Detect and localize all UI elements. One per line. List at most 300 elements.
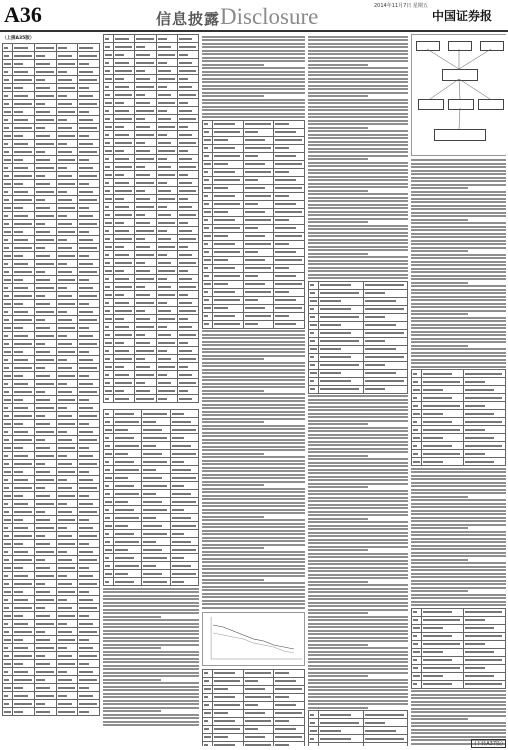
text-line <box>202 561 305 563</box>
table-cell <box>104 75 114 83</box>
text-line <box>103 717 199 719</box>
table-cell <box>104 235 114 243</box>
table-cell <box>156 283 177 291</box>
text-line <box>308 514 408 516</box>
table-row <box>3 428 100 436</box>
table-cell <box>412 370 422 378</box>
text-line <box>308 651 408 653</box>
table-cell <box>243 296 274 304</box>
text-line <box>103 661 199 663</box>
table-cell <box>135 43 156 51</box>
table-cell <box>3 292 13 300</box>
table-cell <box>243 168 274 176</box>
table-cell <box>114 99 135 107</box>
text-line <box>202 600 305 602</box>
table-cell <box>34 524 56 532</box>
table-cell <box>170 514 198 522</box>
table-cell <box>114 450 142 458</box>
table-cell <box>243 256 274 264</box>
table-row <box>3 124 100 132</box>
table-cell <box>177 347 198 355</box>
table-cell <box>243 240 274 248</box>
table-cell <box>274 232 305 240</box>
table-cell <box>243 232 274 240</box>
table-cell <box>78 412 100 420</box>
table-cell <box>114 498 142 506</box>
table-cell <box>363 345 408 353</box>
table-cell <box>34 316 56 324</box>
table-cell <box>142 490 170 498</box>
table-cell <box>114 418 142 426</box>
table-cell <box>13 404 35 412</box>
table-cell <box>135 251 156 259</box>
text-line <box>411 247 506 249</box>
text-line <box>202 568 305 570</box>
table-cell <box>34 380 56 388</box>
table-cell <box>13 660 35 668</box>
table-cell <box>177 379 198 387</box>
text-line <box>202 474 305 476</box>
table-cell <box>213 733 244 741</box>
table-cell <box>3 148 13 156</box>
table-cell <box>13 636 35 644</box>
table-cell <box>3 452 13 460</box>
table-cell <box>177 291 198 299</box>
table-cell <box>114 83 135 91</box>
table-cell <box>3 252 13 260</box>
table-cell <box>422 386 464 394</box>
table-cell <box>34 156 56 164</box>
text-line <box>202 36 305 38</box>
table-cell <box>13 620 35 628</box>
table-cell <box>34 204 56 212</box>
table-row <box>104 514 199 522</box>
text-line <box>103 647 161 649</box>
table-cell <box>56 380 78 388</box>
table-cell <box>243 184 274 192</box>
table-cell <box>34 596 56 604</box>
text-line <box>411 159 506 161</box>
text-line <box>411 527 468 529</box>
table-cell <box>203 280 213 288</box>
text-line <box>202 519 305 521</box>
table-row <box>104 243 199 251</box>
table-cell <box>56 404 78 412</box>
table-cell <box>13 148 35 156</box>
table-cell <box>319 353 364 361</box>
table-cell <box>34 644 56 652</box>
text-line <box>308 591 408 593</box>
table-cell <box>177 131 198 139</box>
table-cell <box>3 76 13 84</box>
text-line <box>202 502 305 504</box>
table-cell <box>156 67 177 75</box>
table-row <box>3 380 100 388</box>
table-row <box>104 251 199 259</box>
table-row <box>104 75 199 83</box>
text-line <box>308 158 368 160</box>
table-cell <box>104 115 114 123</box>
table-row <box>3 332 100 340</box>
table-cell <box>56 196 78 204</box>
table-cell <box>78 92 100 100</box>
table-row <box>3 604 100 612</box>
table-cell <box>104 379 114 387</box>
table-cell <box>363 743 408 747</box>
table-cell <box>135 371 156 379</box>
table-cell <box>412 426 422 434</box>
table-cell <box>177 43 198 51</box>
table-cell <box>156 91 177 99</box>
text-line <box>103 598 199 600</box>
text-line <box>202 390 264 392</box>
table-cell <box>34 612 56 620</box>
table-cell <box>309 305 319 313</box>
text-line <box>202 386 305 388</box>
text-line <box>103 609 199 611</box>
table-cell <box>3 92 13 100</box>
table-cell <box>3 564 13 572</box>
table-cell <box>203 312 213 320</box>
table-cell <box>114 363 135 371</box>
text-line <box>308 633 408 635</box>
table-cell <box>3 596 13 604</box>
text-line <box>308 612 368 614</box>
table-cell <box>34 268 56 276</box>
table-cell <box>34 564 56 572</box>
text-line <box>308 458 408 460</box>
text-line <box>411 341 506 343</box>
table-cell <box>78 468 100 476</box>
table-cell <box>78 212 100 220</box>
risk-table <box>308 710 408 746</box>
table-cell <box>34 308 56 316</box>
table-cell <box>34 476 56 484</box>
table-cell <box>104 99 114 107</box>
table-cell <box>135 123 156 131</box>
table-cell <box>34 684 56 692</box>
table-row <box>3 108 100 116</box>
table-cell <box>13 628 35 636</box>
text-line <box>411 233 506 235</box>
table-cell <box>3 404 13 412</box>
table-cell <box>13 252 35 260</box>
table-cell <box>319 297 364 305</box>
table-cell <box>170 578 198 586</box>
table-cell <box>170 562 198 570</box>
table-cell <box>114 578 142 586</box>
text-line <box>103 675 199 677</box>
table-cell <box>78 612 100 620</box>
table-row <box>104 331 199 339</box>
table-cell <box>78 516 100 524</box>
table-row <box>309 281 408 289</box>
table-cell <box>56 204 78 212</box>
table-cell <box>319 719 364 727</box>
table-cell <box>13 460 35 468</box>
table-row <box>3 340 100 348</box>
table-cell <box>135 363 156 371</box>
table-row <box>104 387 199 395</box>
text-line <box>308 598 408 600</box>
table-cell <box>213 208 244 216</box>
table-cell <box>422 394 464 402</box>
table-cell <box>135 139 156 147</box>
table-cell <box>135 235 156 243</box>
text-line <box>308 57 408 59</box>
table-cell <box>170 434 198 442</box>
text-line <box>308 500 408 502</box>
table-cell <box>243 152 274 160</box>
text-line <box>308 675 368 677</box>
text-line <box>411 362 506 364</box>
table-cell <box>104 387 114 395</box>
table-cell <box>34 108 56 116</box>
text-line <box>103 686 199 688</box>
table-cell <box>243 160 274 168</box>
table-cell <box>78 420 100 428</box>
table-cell <box>13 380 35 388</box>
table-cell <box>34 196 56 204</box>
table-cell <box>203 192 213 200</box>
text-line <box>202 551 305 553</box>
text-line <box>202 393 305 395</box>
table-cell <box>104 355 114 363</box>
table-row <box>3 196 100 204</box>
table-cell <box>274 176 305 184</box>
table-cell <box>177 339 198 347</box>
text-line <box>202 330 305 332</box>
table-cell <box>177 259 198 267</box>
text-line <box>202 348 305 350</box>
table-cell <box>104 371 114 379</box>
table-cell <box>422 458 464 466</box>
table-cell <box>135 211 156 219</box>
table-cell <box>34 244 56 252</box>
table-cell <box>3 636 13 644</box>
table-cell <box>3 340 13 348</box>
table-cell <box>78 276 100 284</box>
table-cell <box>412 672 422 680</box>
text-line <box>202 530 305 532</box>
table-cell <box>156 83 177 91</box>
text-line <box>411 310 506 312</box>
table-cell <box>142 546 170 554</box>
table-cell <box>13 92 35 100</box>
table-cell <box>104 227 114 235</box>
table-cell <box>203 240 213 248</box>
table-cell <box>13 516 35 524</box>
table-cell <box>13 668 35 676</box>
table-cell <box>13 612 35 620</box>
table-cell <box>56 492 78 500</box>
table-row <box>3 140 100 148</box>
table-cell <box>177 363 198 371</box>
table-cell <box>309 377 319 385</box>
table-cell <box>142 514 170 522</box>
table-row <box>104 442 199 450</box>
table-cell <box>3 308 13 316</box>
table-cell <box>203 168 213 176</box>
text-line <box>308 430 408 432</box>
table-cell <box>78 476 100 484</box>
text-line <box>308 172 408 174</box>
text-line <box>308 120 408 122</box>
table-cell <box>422 426 464 434</box>
table-cell <box>213 741 244 746</box>
text-line <box>103 703 199 705</box>
text-line <box>308 151 408 153</box>
column-5-table <box>411 369 506 466</box>
table-cell <box>203 256 213 264</box>
table-cell <box>412 434 422 442</box>
column-5 <box>411 34 506 746</box>
table-cell <box>104 554 114 562</box>
table-cell <box>142 418 170 426</box>
table-cell <box>78 156 100 164</box>
text-line <box>202 565 305 567</box>
text-line <box>308 200 408 202</box>
table-cell <box>3 476 13 484</box>
table-cell <box>203 184 213 192</box>
table-cell <box>13 324 35 332</box>
column-2-text <box>103 588 199 727</box>
text-line <box>202 460 305 462</box>
table-cell <box>170 466 198 474</box>
table-cell <box>170 498 198 506</box>
table-cell <box>213 256 244 264</box>
text-line <box>411 482 506 484</box>
text-line <box>308 434 408 436</box>
table-cell <box>104 107 114 115</box>
table-cell <box>156 35 177 43</box>
table-row <box>309 305 408 313</box>
table-cell <box>363 735 408 743</box>
table-cell <box>104 514 114 522</box>
table-cell <box>422 378 464 386</box>
text-line <box>308 43 408 45</box>
text-line <box>103 588 199 590</box>
text-line <box>411 208 506 210</box>
table-cell <box>13 268 35 276</box>
table-cell <box>274 733 305 741</box>
table-cell <box>3 284 13 292</box>
table-cell <box>170 546 198 554</box>
table-row <box>3 636 100 644</box>
table-cell <box>203 677 213 685</box>
table-cell <box>464 450 506 458</box>
table-cell <box>104 315 114 323</box>
table-cell <box>114 323 135 331</box>
table-cell <box>34 76 56 84</box>
text-line <box>202 425 305 427</box>
table-cell <box>363 313 408 321</box>
table-row <box>203 248 305 256</box>
table-cell <box>104 474 114 482</box>
table-cell <box>135 179 156 187</box>
table-cell <box>114 283 135 291</box>
table-cell <box>3 708 13 716</box>
table-cell <box>13 220 35 228</box>
table-cell <box>56 172 78 180</box>
table-cell <box>156 219 177 227</box>
table-cell <box>114 442 142 450</box>
table-cell <box>274 216 305 224</box>
table-row <box>104 482 199 490</box>
table-cell <box>464 418 506 426</box>
table-row <box>412 648 506 656</box>
table-cell <box>3 372 13 380</box>
table-cell <box>177 323 198 331</box>
table-cell <box>104 187 114 195</box>
table-cell <box>13 284 35 292</box>
table-cell <box>170 482 198 490</box>
text-line <box>202 95 264 97</box>
table-cell <box>177 251 198 259</box>
table-row <box>203 200 305 208</box>
table-cell <box>56 692 78 700</box>
text-line <box>308 560 408 562</box>
table-cell <box>412 656 422 664</box>
table-cell <box>34 84 56 92</box>
text-line <box>411 348 506 350</box>
table-cell <box>203 717 213 725</box>
table-cell <box>3 652 13 660</box>
table-row <box>3 164 100 172</box>
text-line <box>411 513 506 515</box>
table-cell <box>56 236 78 244</box>
table-row <box>412 410 506 418</box>
text-line <box>202 60 305 62</box>
table-cell <box>213 264 244 272</box>
table-row <box>104 570 199 578</box>
table-row <box>203 216 305 224</box>
table-cell <box>56 428 78 436</box>
table-cell <box>309 719 319 727</box>
table-row <box>3 188 100 196</box>
table-cell <box>34 468 56 476</box>
text-line <box>103 623 199 625</box>
table-cell <box>34 652 56 660</box>
table-cell <box>56 76 78 84</box>
table-cell <box>114 219 135 227</box>
table-row <box>104 235 199 243</box>
table-cell <box>13 236 35 244</box>
table-cell <box>464 632 506 640</box>
table-cell <box>319 743 364 747</box>
table-cell <box>363 321 408 329</box>
table-cell <box>213 120 244 128</box>
text-line <box>103 630 199 632</box>
text-line <box>202 575 305 577</box>
table-cell <box>203 128 213 136</box>
table-cell <box>104 426 114 434</box>
table-cell <box>177 355 198 363</box>
text-line <box>308 511 408 513</box>
table-cell <box>156 291 177 299</box>
table-cell <box>114 410 142 418</box>
table-cell <box>104 179 114 187</box>
table-row <box>3 52 100 60</box>
table-row <box>203 312 305 320</box>
table-row <box>3 300 100 308</box>
table-row <box>309 313 408 321</box>
table-cell <box>78 380 100 388</box>
table-cell <box>203 120 213 128</box>
table-cell <box>203 176 213 184</box>
table-cell <box>3 164 13 172</box>
text-line <box>411 163 506 165</box>
